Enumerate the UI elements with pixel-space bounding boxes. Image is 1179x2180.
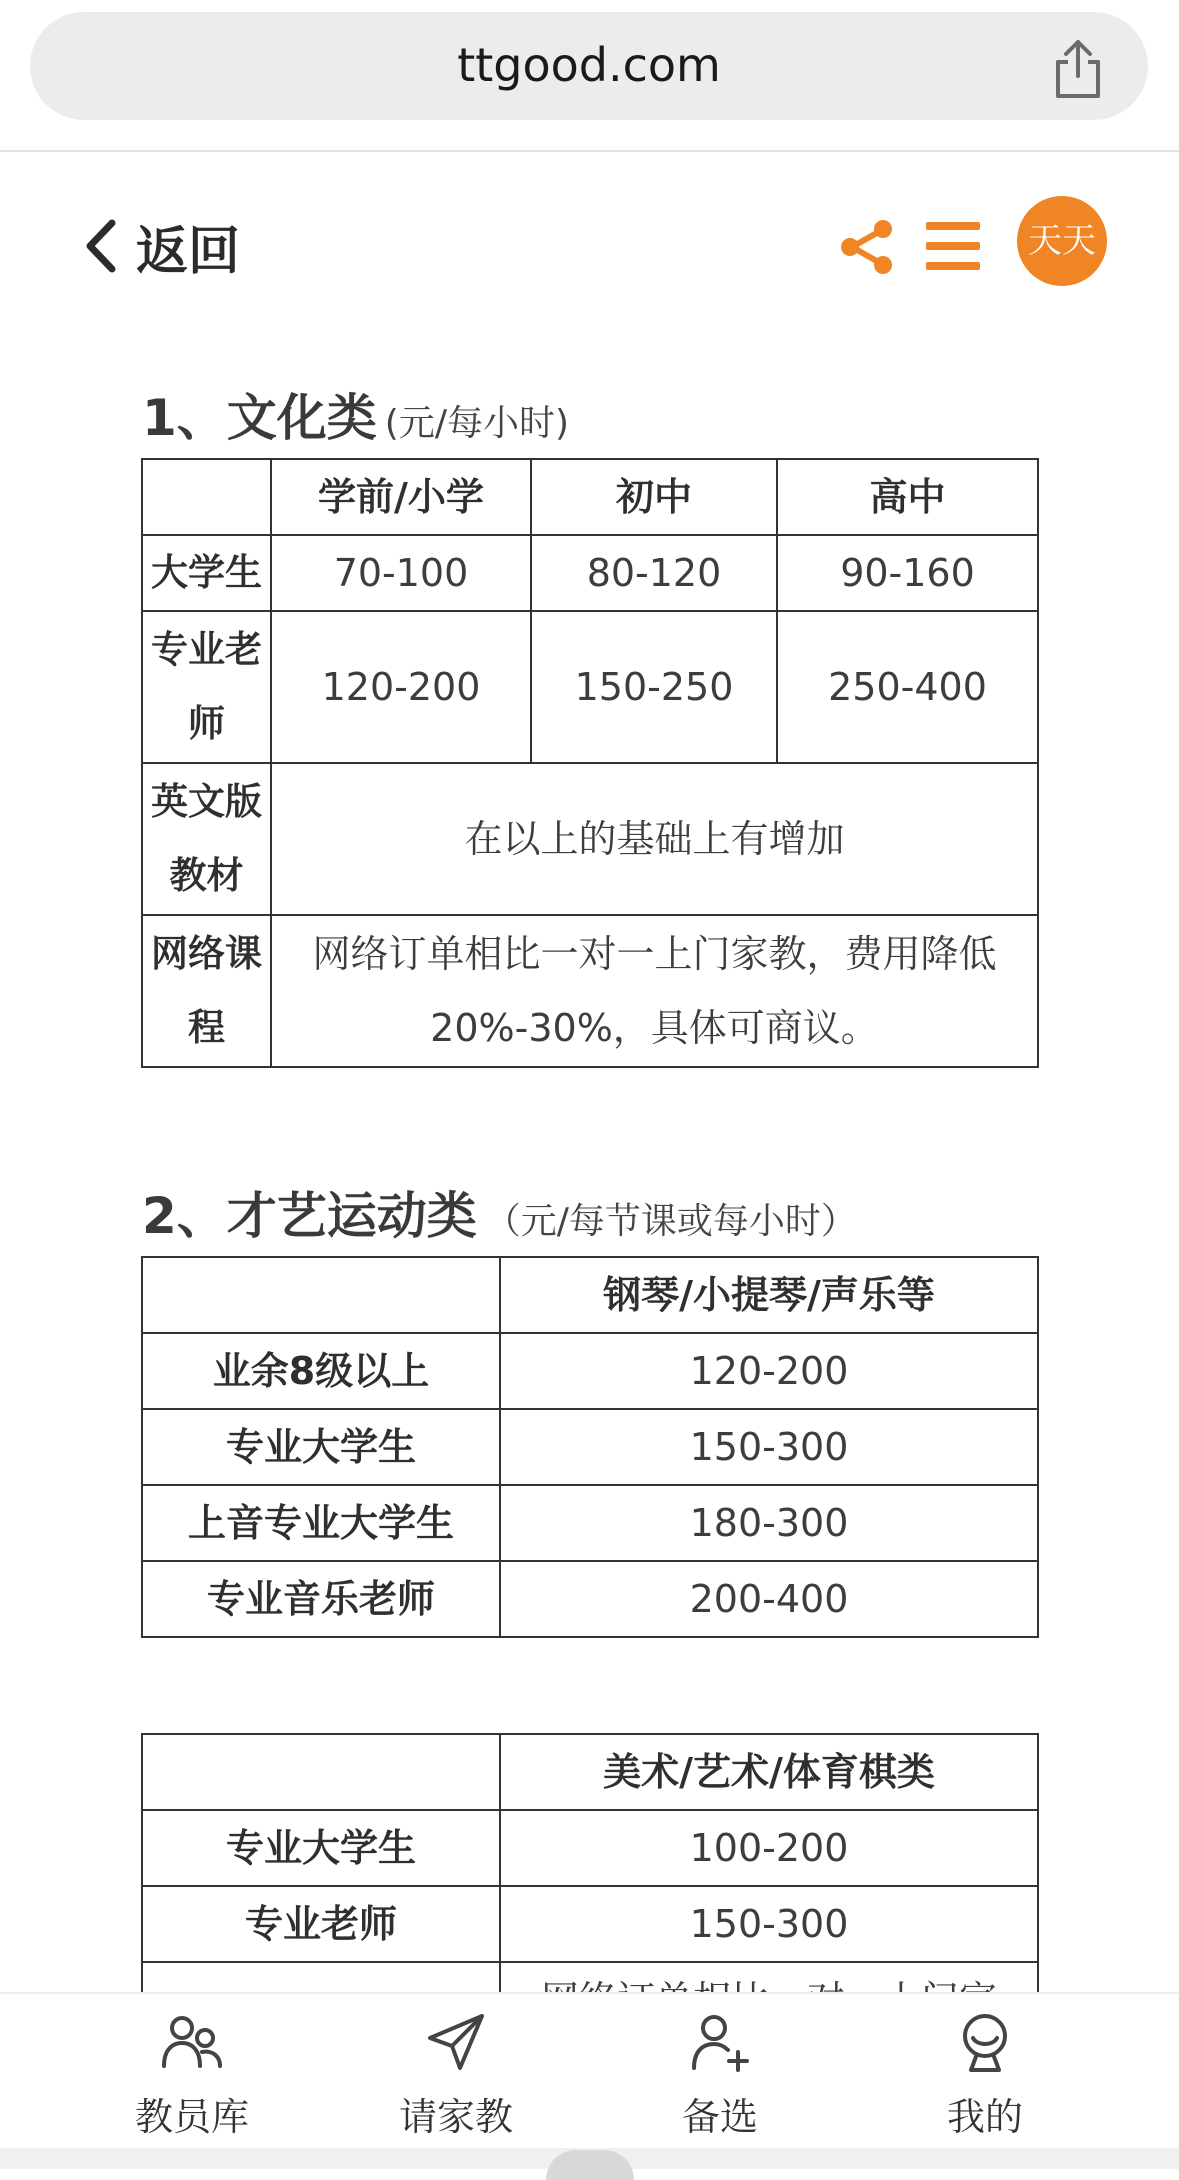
section1-unit: (元/每小时) bbox=[384, 403, 570, 444]
tab-teacher-library[interactable] bbox=[92, 2010, 292, 2141]
column-header: 钢琴/小提琴/声乐等 bbox=[500, 1257, 1038, 1333]
bottom-tab-bar bbox=[0, 1992, 1179, 2171]
section2-heading: 2、才艺运动类 bbox=[142, 1187, 477, 1245]
table-header-row bbox=[142, 1257, 1038, 1333]
column-header: 美术/艺术/体育棋类 bbox=[500, 1734, 1038, 1810]
section2-title bbox=[142, 1176, 857, 1248]
table-row bbox=[142, 1810, 1038, 1886]
table-row bbox=[142, 611, 1038, 763]
price-cell: 250-400 bbox=[777, 611, 1038, 763]
send-icon bbox=[424, 2010, 488, 2074]
tab-request-tutor[interactable] bbox=[356, 2010, 556, 2141]
culture-price-table bbox=[141, 458, 1039, 1068]
row-header: 专业老师 bbox=[142, 1886, 500, 1962]
share-network-icon[interactable] bbox=[838, 218, 896, 276]
price-cell: 150-250 bbox=[531, 611, 777, 763]
address-bar[interactable] bbox=[30, 12, 1148, 120]
browser-bar bbox=[0, 0, 1179, 152]
row-header: 专业音乐老师 bbox=[142, 1561, 500, 1637]
row-header: 英文版教材 bbox=[142, 763, 271, 915]
back-button[interactable] bbox=[84, 210, 240, 282]
table-corner-cell bbox=[142, 459, 271, 535]
home-indicator bbox=[546, 2150, 634, 2180]
row-header: 上音专业大学生 bbox=[142, 1485, 500, 1561]
price-cell: 120-200 bbox=[271, 611, 531, 763]
row-header: 网络课程 bbox=[142, 915, 271, 1067]
music-price-table bbox=[141, 1256, 1039, 1638]
table-row bbox=[142, 535, 1038, 611]
price-cell: 120-200 bbox=[500, 1333, 1038, 1409]
tab-shortlist[interactable] bbox=[620, 2010, 820, 2141]
note-cell: 在以上的基础上有增加 bbox=[271, 763, 1038, 915]
share-icon[interactable] bbox=[1050, 38, 1106, 100]
table-corner-cell bbox=[142, 1257, 500, 1333]
tab-label: 请家教 bbox=[398, 2095, 513, 2139]
price-cell: 200-400 bbox=[500, 1561, 1038, 1637]
row-header: 专业大学生 bbox=[142, 1409, 500, 1485]
price-cell: 150-300 bbox=[500, 1886, 1038, 1962]
note-cell: 网络订单相比一对一上门家教，费用降低20%-30%，具体可商议。 bbox=[271, 915, 1038, 1067]
column-header: 高中 bbox=[777, 459, 1038, 535]
profile-icon bbox=[953, 2010, 1017, 2074]
section1-title bbox=[142, 378, 569, 450]
table-header-row bbox=[142, 1734, 1038, 1810]
price-cell: 180-300 bbox=[500, 1485, 1038, 1561]
row-header: 专业大学生 bbox=[142, 1810, 500, 1886]
row-header: 大学生 bbox=[142, 535, 271, 611]
tab-label: 备选 bbox=[681, 2095, 758, 2139]
price-cell: 150-300 bbox=[500, 1409, 1038, 1485]
row-header: 业余8级以上 bbox=[142, 1333, 500, 1409]
price-cell: 90-160 bbox=[777, 535, 1038, 611]
menu-icon[interactable] bbox=[924, 220, 982, 272]
table-row bbox=[142, 1886, 1038, 1962]
url-text[interactable]: ttgood.com bbox=[457, 38, 721, 92]
tab-label: 教员库 bbox=[134, 2095, 249, 2139]
price-cell: 80-120 bbox=[531, 535, 777, 611]
back-label: 返回 bbox=[136, 221, 241, 282]
tab-label: 我的 bbox=[946, 2095, 1023, 2139]
table-corner-cell bbox=[142, 1734, 500, 1810]
people-icon bbox=[160, 2010, 224, 2074]
tab-mine[interactable] bbox=[885, 2010, 1085, 2141]
section1-heading: 1、文化类 bbox=[142, 389, 377, 447]
table-row bbox=[142, 1561, 1038, 1637]
table-row bbox=[142, 915, 1038, 1067]
column-header: 初中 bbox=[531, 459, 777, 535]
chevron-left-icon bbox=[84, 219, 118, 273]
table-row bbox=[142, 1333, 1038, 1409]
table-row bbox=[142, 1485, 1038, 1561]
column-header: 学前/小学 bbox=[271, 459, 531, 535]
site-logo[interactable]: 天天 bbox=[1017, 196, 1107, 286]
table-row bbox=[142, 763, 1038, 915]
row-header: 专业老师 bbox=[142, 611, 271, 763]
add-user-icon bbox=[688, 2010, 752, 2074]
table-row bbox=[142, 1409, 1038, 1485]
price-cell: 100-200 bbox=[500, 1810, 1038, 1886]
table-header-row bbox=[142, 459, 1038, 535]
price-cell: 70-100 bbox=[271, 535, 531, 611]
section2-unit: （元/每节课或每小时） bbox=[484, 1201, 857, 1242]
